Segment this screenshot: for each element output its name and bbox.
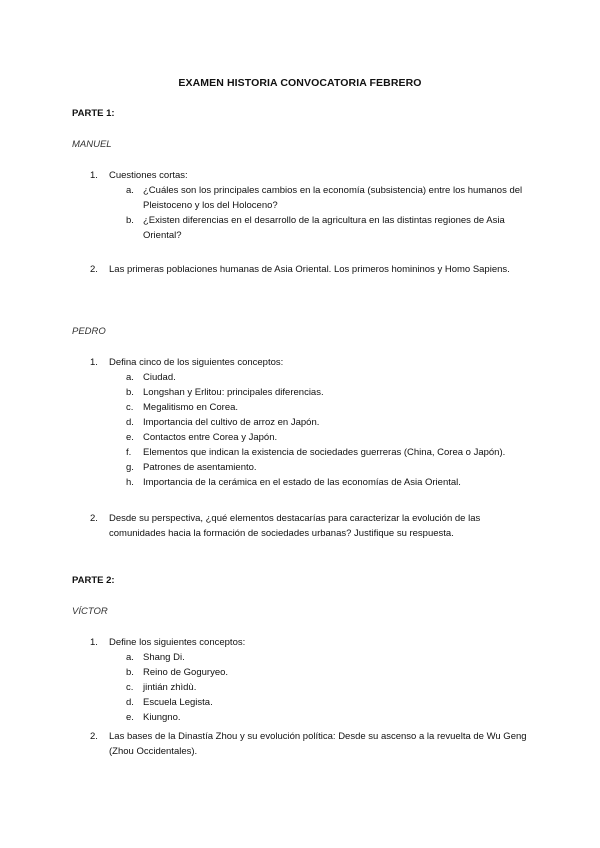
part-1-heading: PARTE 1: [72,108,115,119]
manuel-question-2 [90,262,535,277]
sub-question [126,680,535,695]
question-item [90,168,535,183]
manuel-question-1 [90,168,535,243]
question-number: 1. [90,637,98,648]
sub-question-text: Importancia de la cerámica en el estado de las economías de Asia Oriental. [143,477,461,488]
question-text: Desde su perspectiva, ¿qué elementos destacarías para caracterizar la evolución de las comunidades hacia la formación de sociedades urbanas? Justifique su respuesta. [109,513,481,539]
sub-question-letter: b. [126,667,134,678]
sub-question-text: Reino de Goguryeo. [143,667,229,678]
victor-question-1 [90,635,535,725]
sub-question-letter: b. [126,215,134,226]
question-item [90,729,535,759]
sub-question-text: Elementos que indican la existencia de sociedades guerreras (China, Corea o Japón). [143,447,506,458]
sub-question-letter: c. [126,682,134,693]
question-text: Las primeras poblaciones humanas de Asia Oriental. Los primeros homininos y Homo Sapiens. [109,264,510,275]
sub-question-letter: d. [126,417,134,428]
sub-question [126,475,535,490]
sub-question [126,430,535,445]
sub-question [126,385,535,400]
sub-question-text: jintián zhìdù. [143,682,197,693]
page-title: EXAMEN HISTORIA CONVOCATORIA FEBRERO [178,77,422,89]
sub-question [126,665,535,680]
sub-question-letter: b. [126,387,134,398]
question-item [90,262,535,277]
sub-question [126,695,535,710]
pedro-question-1 [90,355,535,490]
part-2-heading: PARTE 2: [72,575,115,586]
section-manuel-heading: MANUEL [72,139,112,150]
sub-question [126,213,535,243]
sub-question [126,415,535,430]
sub-question-letter: c. [126,402,134,413]
sub-question-text: Importancia del cultivo de arroz en Japón. [143,417,320,428]
sub-question-text: Escuela Legista. [143,697,213,708]
question-item [90,511,535,541]
victor-question-2 [90,729,535,759]
question-number: 2. [90,731,98,742]
sub-question [126,400,535,415]
question-text: Defina cinco de los siguientes conceptos: [109,357,284,368]
question-text: Define los siguientes conceptos: [109,637,246,648]
sub-question-letter: a. [126,185,134,196]
sub-question-text: Kiungno. [143,712,181,723]
sub-question-text: Contactos entre Corea y Japón. [143,432,278,443]
question-number: 1. [90,357,98,368]
sub-question-text: Shang Di. [143,652,185,663]
section-pedro-heading: PEDRO [72,326,106,337]
sub-question [126,460,535,475]
sub-question-text: Patrones de asentamiento. [143,462,257,473]
question-number: 2. [90,513,98,524]
question-item [90,635,535,650]
question-item [90,355,535,370]
sub-question [126,650,535,665]
section-victor-heading: VÍCTOR [72,606,108,617]
question-number: 2. [90,264,98,275]
sub-question-text: Megalitismo en Corea. [143,402,239,413]
sub-question [126,710,535,725]
sub-question-text: ¿Cuáles son los principales cambios en la economía (subsistencia) entre los humanos del Pleistoceno y los del Holoceno? [143,185,523,211]
sub-question [126,445,535,460]
sub-question-letter: e. [126,712,134,723]
pedro-question-2 [90,511,535,541]
sub-question-letter: g. [126,462,134,473]
sub-question-letter: d. [126,697,134,708]
sub-question-letter: f. [126,447,132,458]
sub-question-letter: a. [126,652,134,663]
sub-question-text: Ciudad. [143,372,176,383]
sub-question [126,183,535,213]
sub-question-text: ¿Existen diferencias en el desarrollo de la agricultura en las distintas regiones de Asia Oriental? [143,215,505,241]
question-text: Cuestiones cortas: [109,170,188,181]
sub-question-letter: a. [126,372,134,383]
sub-question [126,370,535,385]
sub-question-letter: h. [126,477,134,488]
question-number: 1. [90,170,98,181]
sub-question-text: Longshan y Erlitou: principales diferencias. [143,387,324,398]
sub-question-letter: e. [126,432,134,443]
question-text: Las bases de la Dinastía Zhou y su evolución política: Desde su ascenso a la revuelta de Wu Geng (Zhou Occidentales). [109,731,527,757]
